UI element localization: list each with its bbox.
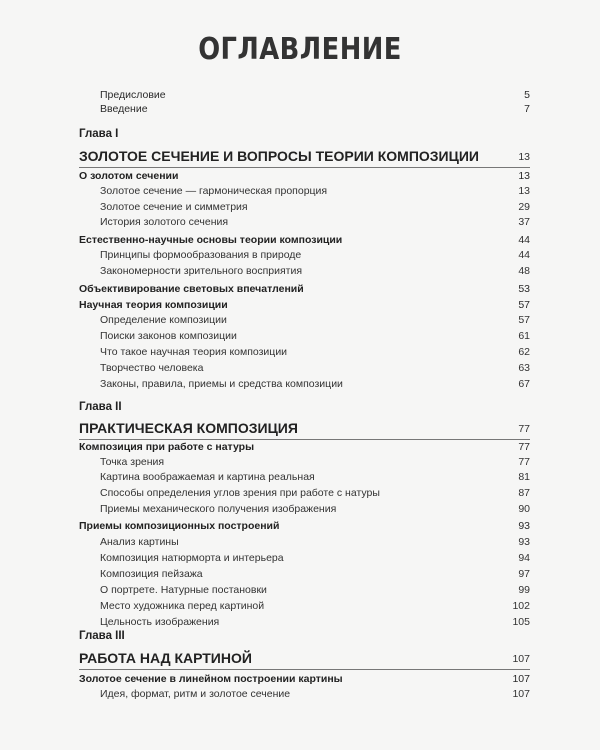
intro-entry-label: Предисловие	[100, 89, 166, 101]
chapter-title	[79, 650, 530, 670]
item-entry-label: История золотого сечения	[100, 216, 229, 228]
section-entry-label: О золотом сечении	[79, 170, 179, 182]
section-entry-page: 107	[512, 673, 530, 685]
item-entry	[0, 486, 600, 500]
item-entry	[0, 264, 600, 278]
item-entry-label: Способы определения углов зрения при работе с натуры	[100, 487, 380, 499]
item-entry-page: 57	[518, 314, 530, 326]
item-entry-page: 87	[518, 487, 530, 499]
item-entry	[0, 377, 600, 391]
item-entry	[0, 567, 600, 581]
chapter-title	[79, 420, 530, 440]
item-entry-label: Картина воображаемая и картина реальная	[100, 471, 315, 483]
item-entry	[0, 551, 600, 565]
item-entry-label: Законы, правила, приемы и средства композиции	[100, 378, 343, 390]
intro-entry-page: 5	[524, 89, 530, 101]
item-entry-page: 107	[512, 688, 530, 700]
section-entry	[0, 169, 600, 183]
item-entry-label: Композиция натюрморта и интерьера	[100, 552, 284, 564]
item-entry-page: 94	[518, 552, 530, 564]
item-entry-label: Принципы формообразования в природе	[100, 249, 302, 261]
page-title: ОГЛАВЛЕНИЕ	[198, 32, 402, 67]
item-entry-page: 67	[518, 378, 530, 390]
section-entry-page: 44	[518, 234, 530, 246]
item-entry	[0, 583, 600, 597]
section-entry	[0, 298, 600, 312]
section-entry-label: Приемы композиционных построений	[79, 520, 280, 532]
chapter-title-page: 107	[512, 653, 530, 665]
item-entry	[0, 184, 600, 198]
chapter-title	[79, 148, 530, 168]
item-entry-page: 13	[518, 185, 530, 197]
section-entry	[0, 672, 600, 686]
section-entry-label: Естественно-научные основы теории композиции	[79, 234, 343, 246]
item-entry-label: Что такое научная теория композиции	[100, 346, 288, 358]
item-entry-label: Золотое сечение — гармоническая пропорция	[100, 185, 328, 197]
section-entry-page: 13	[518, 170, 530, 182]
item-entry-page: 48	[518, 265, 530, 277]
section-entry-page: 53	[518, 283, 530, 295]
item-entry	[0, 345, 600, 359]
item-entry-label: Творчество человека	[100, 362, 204, 374]
section-entry-label: Золотое сечение в линейном построении картины	[79, 673, 343, 685]
item-entry-label: Место художника перед картиной	[100, 600, 265, 612]
item-entry-page: 44	[518, 249, 530, 261]
item-entry-page: 63	[518, 362, 530, 374]
intro-entry	[0, 102, 600, 116]
item-entry-page: 105	[512, 616, 530, 628]
intro-entry-page: 7	[524, 103, 530, 115]
item-entry-label: Закономерности зрительного восприятия	[100, 265, 303, 277]
section-entry-page: 57	[518, 299, 530, 311]
chapter-label: Глава II	[79, 401, 122, 413]
item-entry-page: 90	[518, 503, 530, 515]
item-entry-label: Золотое сечение и симметрия	[100, 201, 248, 213]
section-entry	[0, 440, 600, 454]
item-entry-label: Точка зрения	[100, 456, 165, 468]
item-entry-label: Поиски законов композиции	[100, 330, 237, 342]
item-entry	[0, 535, 600, 549]
section-entry	[0, 233, 600, 247]
chapter-title-text: РАБОТА НАД КАРТИНОЙ	[79, 650, 252, 666]
item-entry-label: Приемы механического получения изображения	[100, 503, 337, 515]
chapter-title-text: ПРАКТИЧЕСКАЯ КОМПОЗИЦИЯ	[79, 420, 298, 436]
intro-entry	[0, 88, 600, 102]
item-entry-page: 102	[512, 600, 530, 612]
item-entry-page: 81	[518, 471, 530, 483]
item-entry	[0, 470, 600, 484]
section-entry-label: Научная теория композиции	[79, 299, 228, 311]
intro-entry-label: Введение	[100, 103, 148, 115]
item-entry	[0, 687, 600, 701]
item-entry-label: Определение композиции	[100, 314, 227, 326]
item-entry	[0, 361, 600, 375]
item-entry	[0, 599, 600, 613]
item-entry	[0, 329, 600, 343]
item-entry-page: 29	[518, 201, 530, 213]
item-entry-page: 37	[518, 216, 530, 228]
item-entry-page: 62	[518, 346, 530, 358]
item-entry	[0, 615, 600, 629]
item-entry-page: 93	[518, 536, 530, 548]
item-entry-page: 77	[518, 456, 530, 468]
item-entry	[0, 455, 600, 469]
chapter-title-page: 77	[518, 423, 530, 435]
item-entry-page: 61	[518, 330, 530, 342]
item-entry	[0, 313, 600, 327]
section-entry-label: Композиция при работе с натуры	[79, 441, 255, 453]
item-entry-label: О портрете. Натурные постановки	[100, 584, 267, 596]
item-entry	[0, 200, 600, 214]
section-entry-label: Объективирование световых впечатлений	[79, 283, 304, 295]
section-entry-page: 93	[518, 520, 530, 532]
item-entry-label: Идея, формат, ритм и золотое сечение	[100, 688, 291, 700]
chapter-title-text: ЗОЛОТОЕ СЕЧЕНИЕ И ВОПРОСЫ ТЕОРИИ КОМПОЗИЦИИ	[79, 148, 479, 164]
item-entry	[0, 215, 600, 229]
section-entry-page: 77	[518, 441, 530, 453]
item-entry-label: Композиция пейзажа	[100, 568, 203, 580]
item-entry-page: 97	[518, 568, 530, 580]
item-entry	[0, 248, 600, 262]
chapter-label: Глава III	[79, 630, 125, 642]
item-entry-page: 99	[518, 584, 530, 596]
item-entry	[0, 502, 600, 516]
section-entry	[0, 282, 600, 296]
section-entry	[0, 519, 600, 533]
item-entry-label: Анализ картины	[100, 536, 179, 548]
chapter-title-page: 13	[518, 151, 530, 163]
chapter-label: Глава I	[79, 128, 119, 140]
item-entry-label: Цельность изображения	[100, 616, 220, 628]
